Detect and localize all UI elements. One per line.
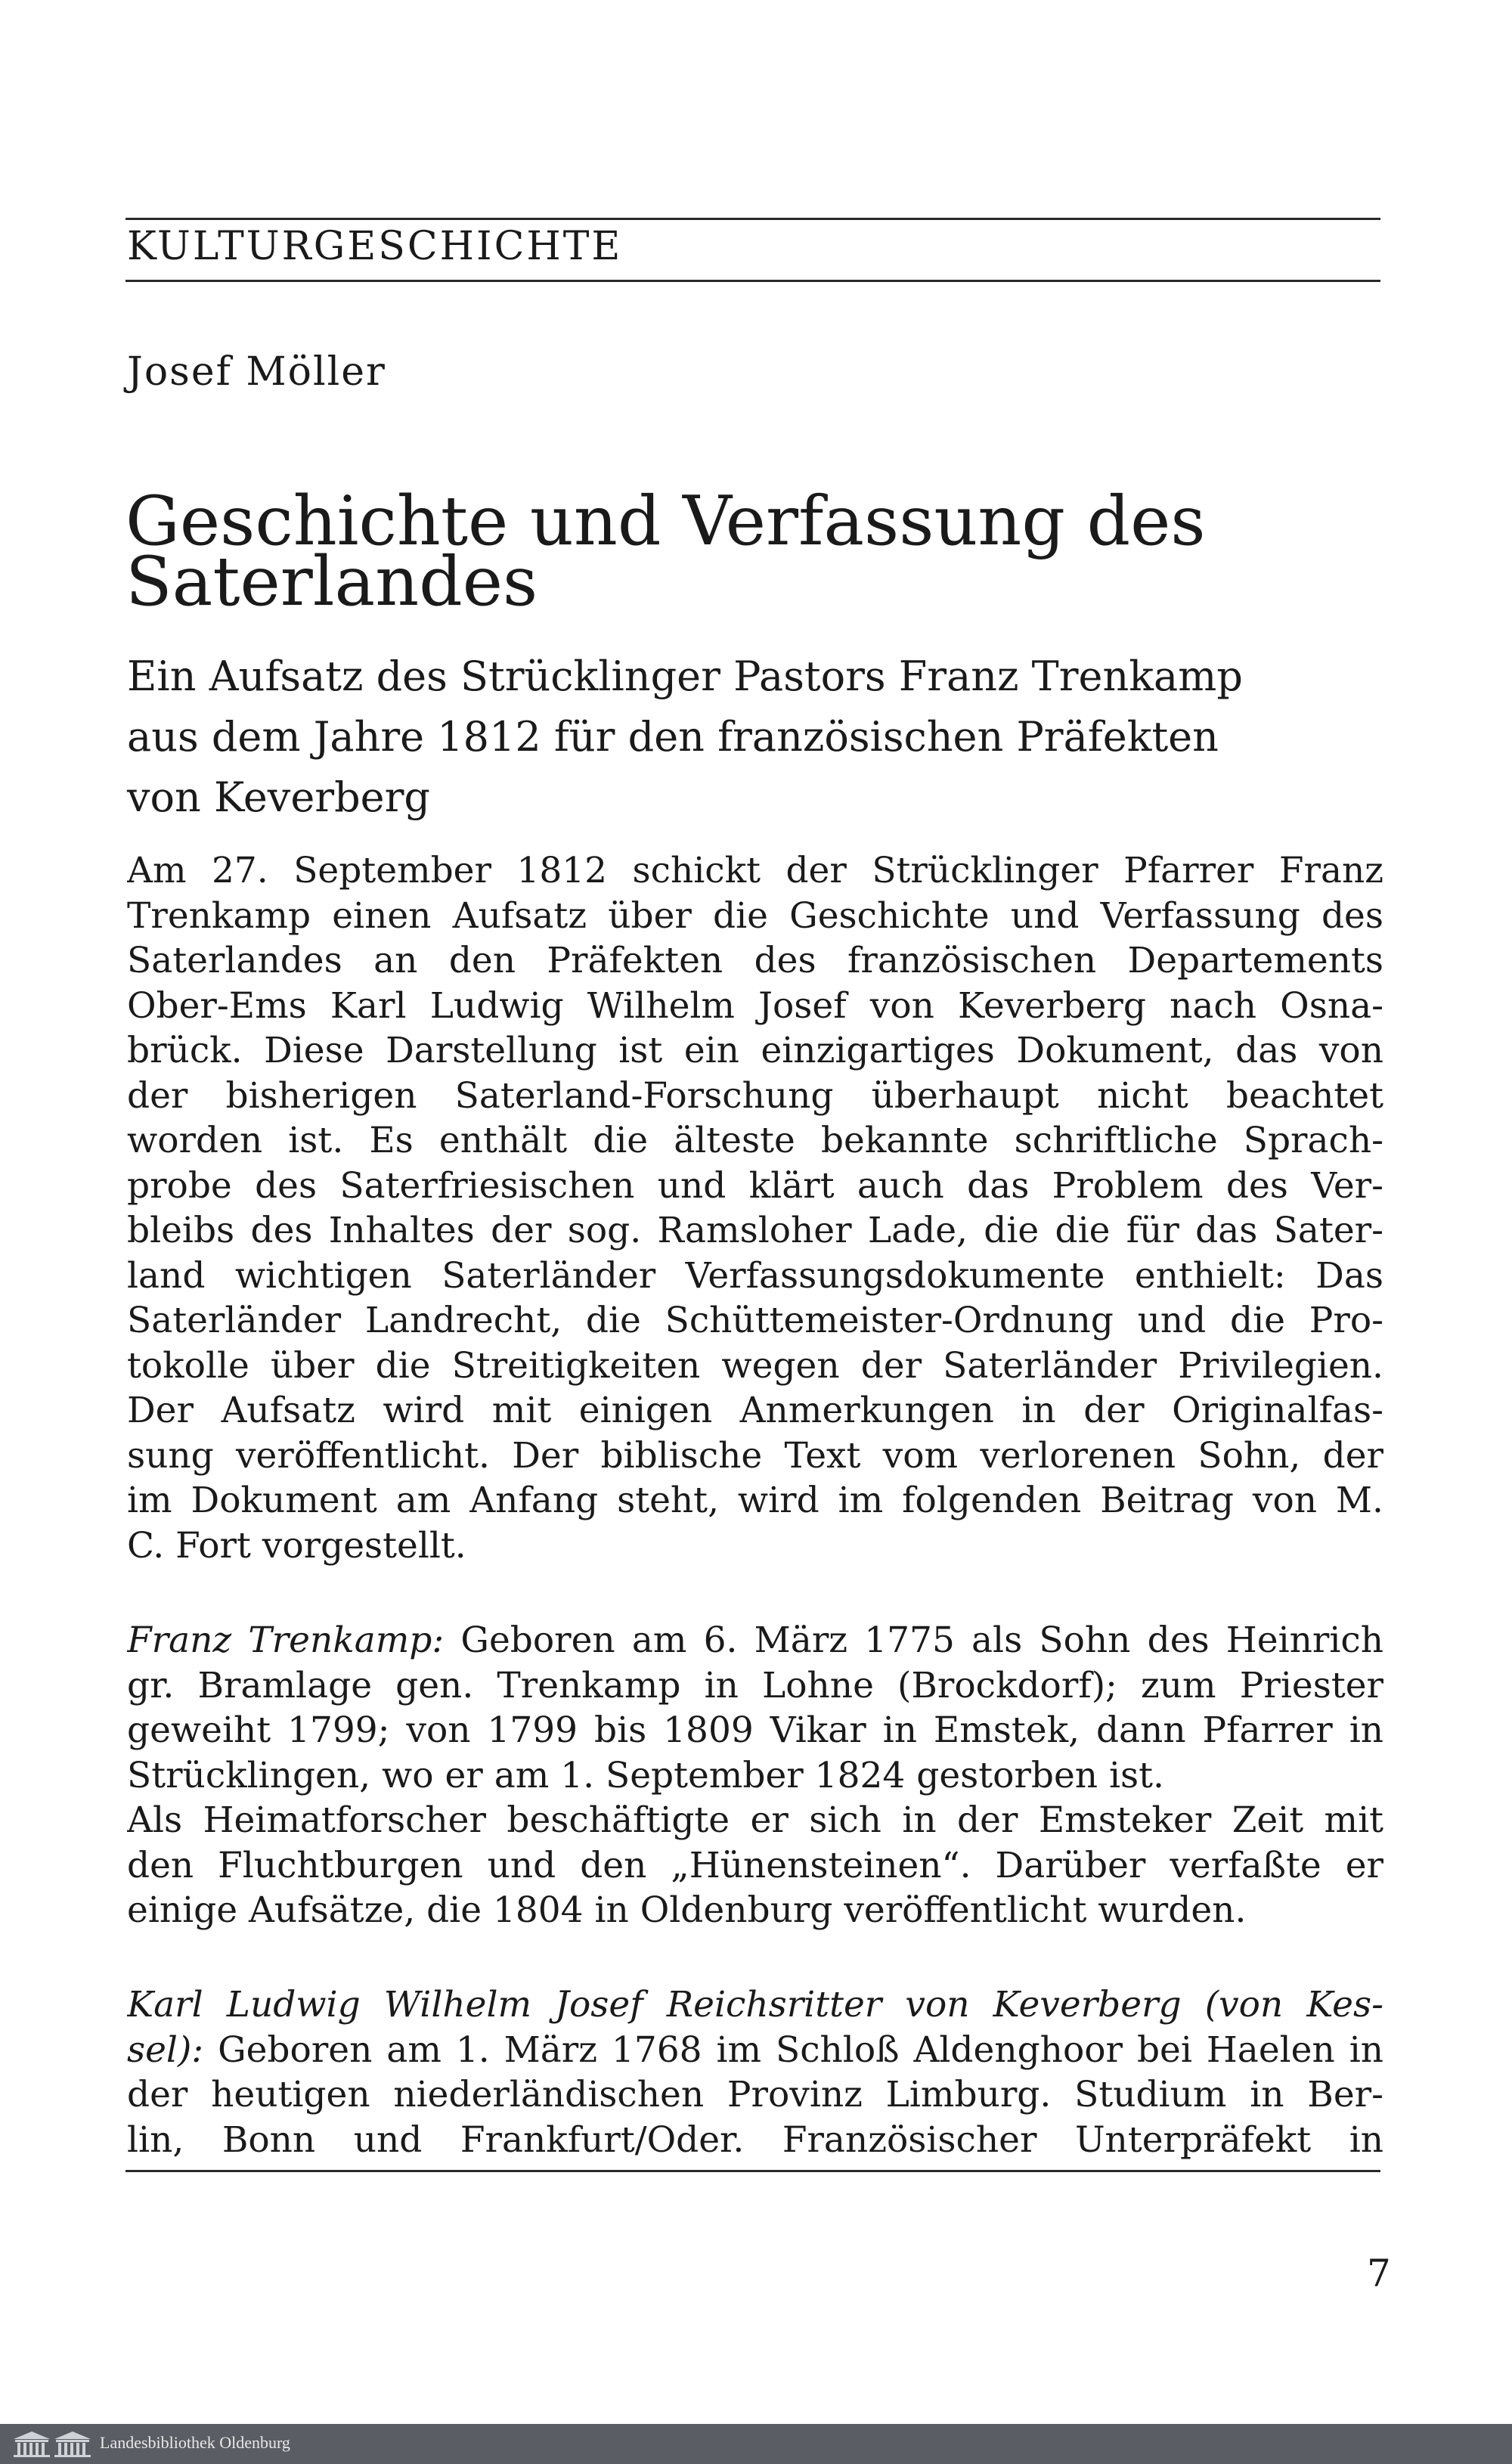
subtitle-line: aus dem Jahre 1812 für den französischen Präfekten	[127, 713, 1219, 761]
intro-line: Der Aufsatz wird mit einigen Anmerkungen in der Originalfas-	[127, 1390, 1383, 1431]
header-rule-top	[125, 218, 1380, 220]
bio-text: Geboren am 6. März 1775 als Sohn des Heinrich	[444, 1619, 1383, 1661]
author-name: Josef Möller	[127, 349, 386, 395]
bio-line: gr. Bramlage gen. Trenkamp in Lohne (Brockdorf); zum Priester	[127, 1664, 1383, 1706]
section-label: KULTURGESCHICHTE	[127, 224, 623, 269]
intro-line: Saterländer Landrecht, die Schüttemeister-Ordnung und die Pro-	[127, 1300, 1383, 1341]
intro-line: bleibs des Inhaltes der sog. Ramsloher Lade, die die für das Sater-	[127, 1210, 1383, 1251]
intro-line: der bisherigen Saterland-Forschung überhaupt nicht beachtet	[127, 1074, 1383, 1117]
bio-text: Geboren am 1. März 1768 im Schloß Aldenghoor bei Haelen in	[203, 2029, 1383, 2071]
intro-line: sung veröffentlicht. Der biblische Text vom verlorenen Sohn, der	[127, 1434, 1383, 1477]
bio-line: geweiht 1799; von 1799 bis 1809 Vikar in Emstek, dann Pfarrer in	[127, 1709, 1383, 1751]
article-subtitle	[127, 646, 1390, 828]
intro-paragraph	[127, 848, 1383, 1568]
subtitle-line: von Keverberg	[127, 773, 430, 821]
intro-line: Am 27. September 1812 schickt der Strücklinger Pfarrer Franz	[127, 850, 1383, 891]
bio-line	[127, 2028, 1383, 2073]
footer-rule	[125, 2170, 1380, 2172]
trenkamp-bio	[127, 1618, 1383, 1933]
bio-line: den Fluchtburgen und den „Hünensteinen“. Darüber verfaßte er	[127, 1844, 1383, 1886]
intro-line: C. Fort vorgestellt.	[127, 1524, 466, 1567]
keverberg-bio	[127, 1982, 1383, 2162]
intro-line: probe des Saterfriesischen und klärt auch das Problem des Ver-	[127, 1164, 1383, 1207]
bio-line: Strücklingen, wo er am 1. September 1824 gestorben ist.	[127, 1754, 1164, 1796]
bio-line: lin, Bonn und Frankfurt/Oder. Französischer Unterpräfekt in	[127, 2118, 1383, 2161]
trenkamp-name: Franz Trenkamp:	[127, 1619, 445, 1661]
subtitle-line: Ein Aufsatz des Strücklinger Pastors Franz Trenkamp	[127, 652, 1243, 700]
intro-line: brück. Diese Darstellung ist ein einzigartiges Dokument, das von	[127, 1030, 1383, 1071]
intro-line: Saterlandes an den Präfekten des französischen Departements	[127, 940, 1383, 981]
page-number: 7	[1367, 2252, 1391, 2295]
header-rule-bottom	[125, 280, 1380, 282]
keverberg-name: Karl Ludwig Wilhelm Josef Reichsritter von Keverberg (von Kes-	[127, 1984, 1383, 2025]
intro-line: worden ist. Es enthält die älteste bekannte schriftliche Sprach-	[127, 1120, 1383, 1161]
bio-line: einige Aufsätze, die 1804 in Oldenburg veröffentlicht wurden.	[127, 1889, 1247, 1931]
bio-line	[127, 1618, 1383, 1663]
keverberg-name-end: sel):	[127, 2029, 204, 2071]
bio-line: der heutigen niederländischen Provinz Limburg. Studium in Ber-	[127, 2074, 1383, 2115]
bio-line: Als Heimatforscher beschäftigte er sich in der Emsteker Zeit mit	[127, 1799, 1383, 1841]
intro-line: im Dokument am Anfang steht, wird im folgenden Beitrag von M.	[127, 1480, 1383, 1521]
intro-line: land wichtigen Saterländer Verfassungsdokumente enthielt: Das	[127, 1254, 1383, 1297]
intro-line: Ober-Ems Karl Ludwig Wilhelm Josef von Keverberg nach Osna-	[127, 984, 1383, 1027]
article-title: Geschichte und Verfassung des Saterlandes	[125, 482, 1206, 621]
library-building-icon	[11, 2428, 94, 2459]
library-name: Landesbibliothek Oldenburg	[100, 2433, 290, 2452]
intro-line: tokolle über die Streitigkeiten wegen der Saterländer Privilegien.	[127, 1344, 1383, 1387]
intro-line: Trenkamp einen Aufsatz über die Geschichte und Verfassung des	[127, 894, 1383, 937]
